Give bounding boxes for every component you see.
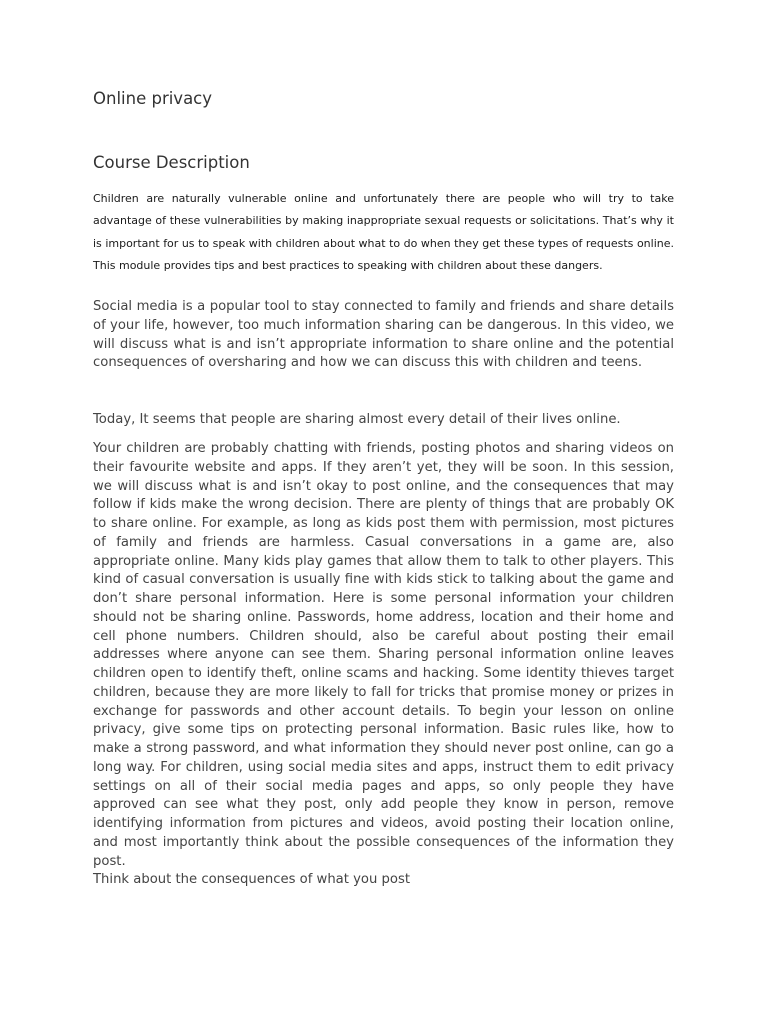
social-media-paragraph: Social media is a popular tool to stay connected to family and friends and share details of your life, however, too much information sharing can be dangerous. In this video, we will discuss what is and isn’t appropriate information to share online and the potential consequences of oversharing and how we can discuss this with children and teens.	[93, 299, 674, 371]
consequences-paragraph: Think about the consequences of what you post	[93, 872, 411, 887]
sharing-details-paragraph: Today, It seems that people are sharing almost every detail of their lives online.	[93, 412, 621, 427]
course-description-intro: Children are naturally vulnerable online and unfortunately there are people who will try to take advantage of these vulnerabilities by making inappropriate sexual requests or solicitations. That’s why it is important for us to speak with children about what to do when they get these types of requests online. This module provides tips and best practices to speaking with children about these dangers.	[93, 192, 674, 272]
course-description-heading: Course Description	[93, 153, 250, 172]
children-online-paragraph: Your children are probably chatting with friends, posting photos and sharing videos on their favourite website and apps. If they aren’t yet, they will be soon. In this session, we will discuss what is and isn’t okay to post online, and the consequences that may follow if kids make the wrong decision. There are plenty of things that are probably OK to share online. For example, as long as kids post them with permission, most pictures of family and friends are harmless. Casual conversations in a game are, also appropriate online. Many kids play games that allow them to talk to other players. This kind of casual conversation is usually fine with kids stick to talking about the game and don’t share personal information. Here is some personal information your children should not be sharing online. Passwords, home address, location and their home and cell phone numbers. Children should, also be careful about posting their email addresses where anyone can see them. Sharing personal information online leaves children open to identify theft, online scams and hacking. Some identity thieves target children, because they are more likely to fall for tricks that promise money or prizes in exchange for passwords and other account details. To begin your lesson on online privacy, give some tips on protecting personal information. Basic rules like, how to make a strong password, and what information they should never post online, can go a long way. For children, using social media sites and apps, instruct them to edit privacy settings on all of their social media pages and apps, so only people they have approved can see what they post, only add people they know in person, remove identifying information from pictures and videos, avoid posting their location online, and most importantly think about the possible consequences of the information they post.	[93, 441, 674, 869]
document-title: Online privacy	[93, 89, 213, 108]
